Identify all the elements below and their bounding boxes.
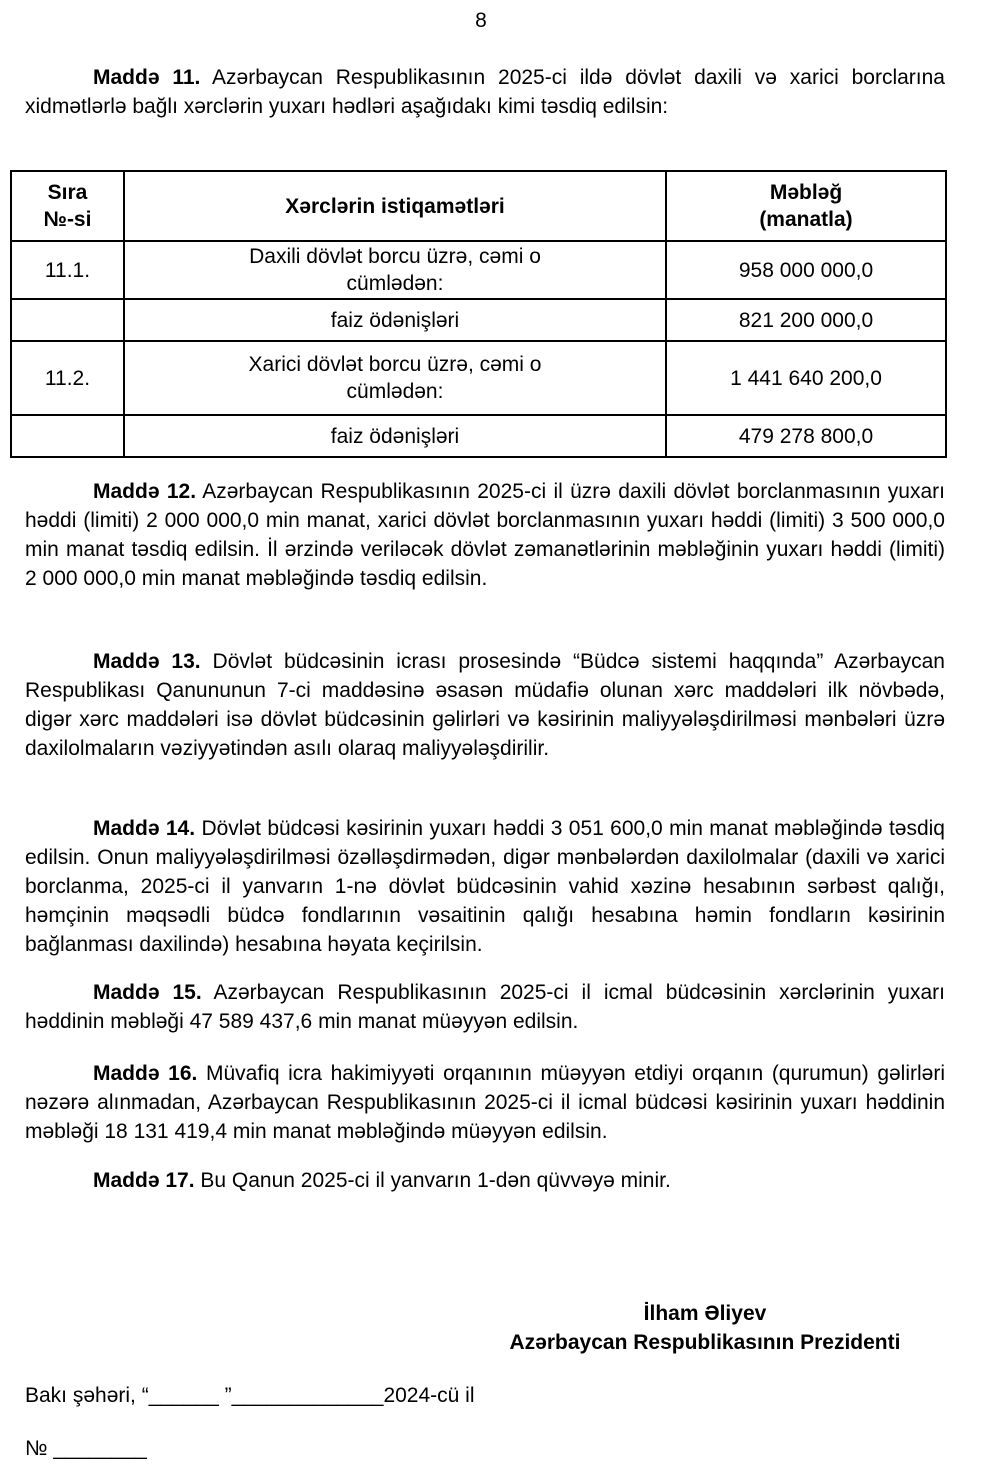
header-cell-amount: [666, 171, 946, 241]
table-row: [11, 299, 946, 341]
madde-11-label: Maddə 11.: [93, 66, 201, 89]
row-direction-cell: [124, 341, 666, 415]
direction-line: Xarici dövlət borcu üzrə, cəmi o: [248, 353, 542, 376]
debt-service-limits-table: [10, 170, 947, 458]
header-line: Xərclərin istiqamətləri: [285, 194, 505, 218]
paragraph-madde-11: [25, 63, 945, 121]
paragraph-madde-13: [25, 647, 945, 763]
madde-17-label: Maddə 17.: [93, 1169, 195, 1192]
row-num-cell: 11.1.: [11, 241, 124, 299]
madde-12-label: Maddə 12.: [93, 480, 197, 503]
row-amount-cell: 958 000 000,0: [666, 241, 946, 299]
header-cell-sira: [11, 171, 124, 241]
header-line: №-si: [43, 208, 92, 231]
madde-11-text: Azərbaycan Respublikasının 2025-ci ildə dövlət daxili və xarici borclarına xidmətlərlə bağlı xərclərin yuxarı hədləri aşağıdakı kimi təsdiq edilsin:: [25, 66, 945, 118]
row-amount-cell: 1 441 640 200,0: [666, 341, 946, 415]
row-num-cell: [11, 415, 124, 457]
madde-15-label: Maddə 15.: [93, 981, 202, 1004]
header-line: Sıra: [47, 181, 88, 204]
madde-13-text: Dövlət büdcəsinin icrası prosesində “Büdcə sistemi haqqında” Azərbaycan Respublikası Qanununun 7-ci maddəsinə əsasən müdafiə olunan xərc maddələri ilk növbədə, digər xərc maddələri isə dövlət büdcəsinin gəlirləri və kəsirinin maliyyələşdirilməsi mənbələri üzrə daxilolmaların vəziyyətindən asılı olaraq maliyyələşdirilir.: [25, 650, 945, 760]
header-line: Məbləğ: [769, 181, 843, 204]
table-row: [11, 241, 946, 299]
paragraph-madde-14: [25, 814, 945, 959]
madde-15-text: Azərbaycan Respublikasının 2025-ci il icmal büdcəsinin xərclərinin yuxarı həddinin məbləği 47 589 437,6 min manat müəyyən edilsin.: [25, 981, 945, 1033]
direction-line: cümlədən:: [346, 272, 444, 295]
madde-13-label: Maddə 13.: [93, 650, 201, 673]
header-cell-directions: [124, 171, 666, 241]
paragraph-madde-16: [25, 1059, 945, 1146]
signatory-title: Azərbaycan Respublikasının Prezidenti: [509, 1331, 901, 1354]
document-number-line: № ________: [25, 1437, 147, 1460]
signatory-name: İlham Əliyev: [643, 1302, 767, 1325]
row-direction-cell: [124, 299, 666, 341]
table-row: [11, 341, 946, 415]
row-direction-cell: [124, 415, 666, 457]
row-amount-cell: 479 278 800,0: [666, 415, 946, 457]
paragraph-madde-15: [25, 978, 945, 1036]
madde-12-text: Azərbaycan Respublikasının 2025-ci il üzrə daxili dövlət borclanmasının yuxarı həddi (limiti) 2 000 000,0 min manat, xarici dövlət borclanmasının yuxarı həddi (limiti) 3 500 000,0 min manat təsdiq edilsin. İl ərzində veriləcək dövlət zəmanətlərinin məbləğinin yuxarı həddi (limiti) 2 000 000,0 min manat məbləğində təsdiq edilsin.: [25, 480, 945, 590]
madde-14-label: Maddə 14.: [93, 817, 196, 840]
direction-line: cümlədən:: [346, 380, 444, 403]
madde-16-text: Müvafiq icra hakimiyyəti orqanının müəyyən etdiyi orqanın (qurumun) gəlirləri nəzərə alınmadan, Azərbaycan Respublikasının 2025-ci il icmal büdcəsi kəsirinin yuxarı həddinin məbləği 18 131 419,4 min manat məbləğində müəyyən edilsin.: [25, 1062, 946, 1143]
direction-line: faiz ödənişləri: [330, 424, 460, 448]
header-line: (manatla): [759, 208, 853, 231]
row-num-cell: 11.2.: [11, 341, 124, 415]
direction-line: Daxili dövlət borcu üzrə, cəmi o: [249, 245, 541, 268]
madde-16-label: Maddə 16.: [93, 1062, 198, 1085]
row-amount-cell: 821 200 000,0: [666, 299, 946, 341]
paragraph-madde-12: [25, 477, 945, 593]
row-direction-cell: [124, 241, 666, 299]
paragraph-madde-17: [25, 1166, 945, 1195]
row-num-cell: [11, 299, 124, 341]
page-number: 8: [475, 9, 487, 32]
city-date-line: Bakı şəhəri, “______ ”_____________2024-cü il: [25, 1384, 475, 1407]
table-header-row: [11, 171, 946, 241]
table-row: [11, 415, 946, 457]
madde-17-text: Bu Qanun 2025-ci il yanvarın 1-dən qüvvəyə minir.: [200, 1169, 671, 1192]
madde-14-text: Dövlət büdcəsi kəsirinin yuxarı həddi 3 051 600,0 min manat məbləğində təsdiq edilsin. Onun maliyyələşdirilməsi özəlləşdirmədən, digər mənbələrdən daxilolmalar (daxili və xarici borclanma, 2025-ci il yanvarın 1-nə dövlət büdcəsinin vahid xəzinə hesabının sərbəst qalığı, həmçinin məqsədli büdcə fondlarının vəsaitinin qalığı hesabına həmin fondların kəsirinin bağlanması daxilində) hesabına həyata keçirilsin.: [25, 817, 945, 956]
signature-block: [420, 1299, 990, 1357]
direction-line: faiz ödənişləri: [330, 308, 460, 332]
